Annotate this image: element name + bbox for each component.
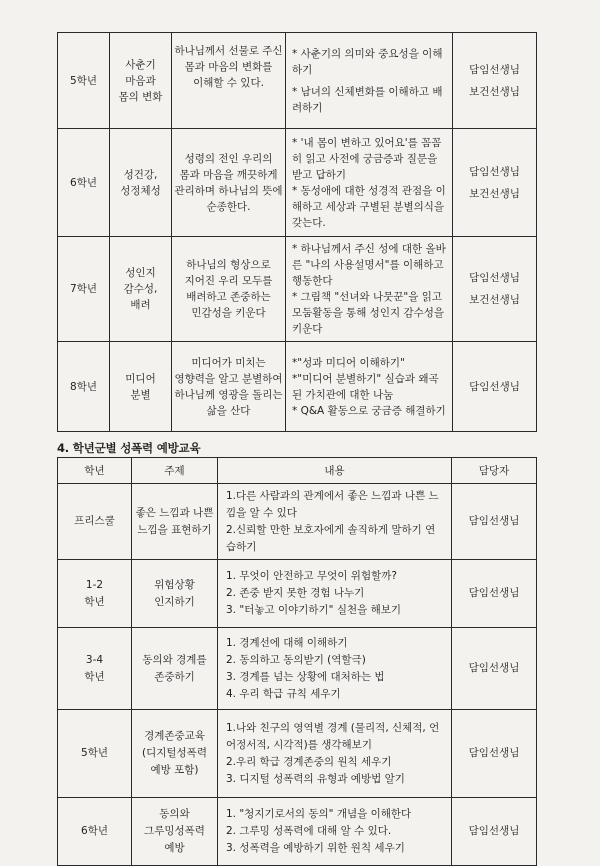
content-cell: 1. "청지기로서의 동의" 개념을 이해한다 2. 그루밍 성폭력에 대해 알 수 있다. 3. 성폭력을 예방하기 위한 원칙 세우기: [218, 798, 452, 866]
header-topic: 주제: [132, 458, 218, 484]
topic-cell: 위험상황 인지하기: [132, 560, 218, 628]
goal-cell: 하나님의 형상으로 지어진 우리 모두를 배려하고 존중하는 민감성을 키운다: [172, 237, 286, 342]
header-content: 내용: [218, 458, 452, 484]
topic-cell: 성건강, 성정체성: [110, 129, 172, 237]
table-row: [58, 342, 537, 432]
table-row: [58, 710, 537, 798]
table-row: [58, 560, 537, 628]
owner-cell: 담임선생님 보건선생님: [453, 33, 537, 129]
grade-cell: 5학년: [58, 710, 132, 798]
owner-cell: 담임선생님 보건선생님: [453, 129, 537, 237]
owner-cell: 담임선생님: [452, 560, 537, 628]
grade-cell: 3-4 학년: [58, 628, 132, 710]
content-cell: 1.나와 친구의 영역별 경계 (물리적, 신체적, 언어정서적, 시각적)를 생각해보기 2.우리 학급 경계존중의 원칙 세우기 3. 디지털 성폭력의 유형과 예방법 알기: [218, 710, 452, 798]
content-cell: * 하나님께서 주신 성에 대한 올바른 "나의 사용설명서"를 이해하고 행동한다 * 그림책 "선녀와 나뭇꾼"을 읽고 모둠활동을 통해 성인지 감수성을 키운다: [286, 237, 453, 342]
content-cell: * '내 몸이 변하고 있어요'를 꼼꼼히 읽고 사전에 궁금증과 질문을 받고 답하기 * 동성애에 대한 성경적 관점을 이해하고 세상과 구별된 분별의식을 갖는다.: [286, 129, 453, 237]
topic-cell: 사춘기 마음과 몸의 변화: [110, 33, 172, 129]
topic-cell: 좋은 느낌과 나쁜 느낌을 표현하기: [132, 484, 218, 560]
section-title: 4. 학년군별 성폭력 예방교육: [57, 441, 201, 455]
table-row: [58, 628, 537, 710]
owner-cell: 담임선생님: [452, 484, 537, 560]
content-cell: 1.다른 사람과의 관계에서 좋은 느낌과 나쁜 느낌을 알 수 있다 2.신뢰할 만한 보호자에게 솔직하게 말하기 연습하기: [218, 484, 452, 560]
goal-cell: 하나님께서 선물로 주신 몸과 마음의 변화를 이해할 수 있다.: [172, 33, 286, 129]
grade-cell: 6학년: [58, 798, 132, 866]
header-grade: 학년: [58, 458, 132, 484]
grade-cell: 8학년: [58, 342, 110, 432]
grade-cell: 7학년: [58, 237, 110, 342]
owner-cell: 담임선생님: [452, 628, 537, 710]
grade-cell: 6학년: [58, 129, 110, 237]
owner-cell: 담임선생님: [452, 798, 537, 866]
goal-cell: 성령의 전인 우리의 몸과 마음을 깨끗하게 관리하며 하나님의 뜻에 순종한다.: [172, 129, 286, 237]
content-cell: 1. 경계선에 대해 이해하기 2. 동의하고 동의받기 (역할극) 3. 경계를 넘는 상황에 대처하는 법 4. 우리 학급 규칙 세우기: [218, 628, 452, 710]
content-cell: 1. 무엇이 안전하고 무엇이 위험할까? 2. 존중 받지 못한 경험 나누기 3. "터놓고 이야기하기" 실천을 해보기: [218, 560, 452, 628]
grade-cell: 프리스쿨: [58, 484, 132, 560]
grade-cell: 1-2 학년: [58, 560, 132, 628]
table-row: [58, 798, 537, 866]
violence-prevention-table: [57, 457, 537, 866]
content-cell: *"성과 미디어 이해하기" *"미디어 분별하기" 실습과 왜곡된 가치관에 대한 나눔 * Q&A 활동으로 궁금증 해결하기: [286, 342, 453, 432]
grade-cell: 5학년: [58, 33, 110, 129]
owner-cell: 담임선생님 보건선생님: [453, 237, 537, 342]
table-row: [58, 129, 537, 237]
header-owner: 담당자: [452, 458, 537, 484]
topic-cell: 미디어 분별: [110, 342, 172, 432]
owner-cell: 담임선생님: [453, 342, 537, 432]
topic-cell: 경계존중교육 (디지털성폭력 예방 포함): [132, 710, 218, 798]
table-row: [58, 484, 537, 560]
topic-cell: 동의와 그루밍성폭력 예방: [132, 798, 218, 866]
table-row: [58, 33, 537, 129]
goal-cell: 미디어가 미치는 영향력을 알고 분별하여 하나님께 영광을 돌리는 삶을 산다: [172, 342, 286, 432]
table-header-row: [58, 458, 537, 484]
owner-cell: 담임선생님: [452, 710, 537, 798]
table-row: [58, 237, 537, 342]
topic-cell: 성인지 감수성, 배려: [110, 237, 172, 342]
topic-cell: 동의와 경계를 존중하기: [132, 628, 218, 710]
sex-education-table: [57, 32, 537, 432]
content-cell: * 사춘기의 의미와 중요성을 이해하기 * 남녀의 신체변화를 이해하고 배려하기: [286, 33, 453, 129]
